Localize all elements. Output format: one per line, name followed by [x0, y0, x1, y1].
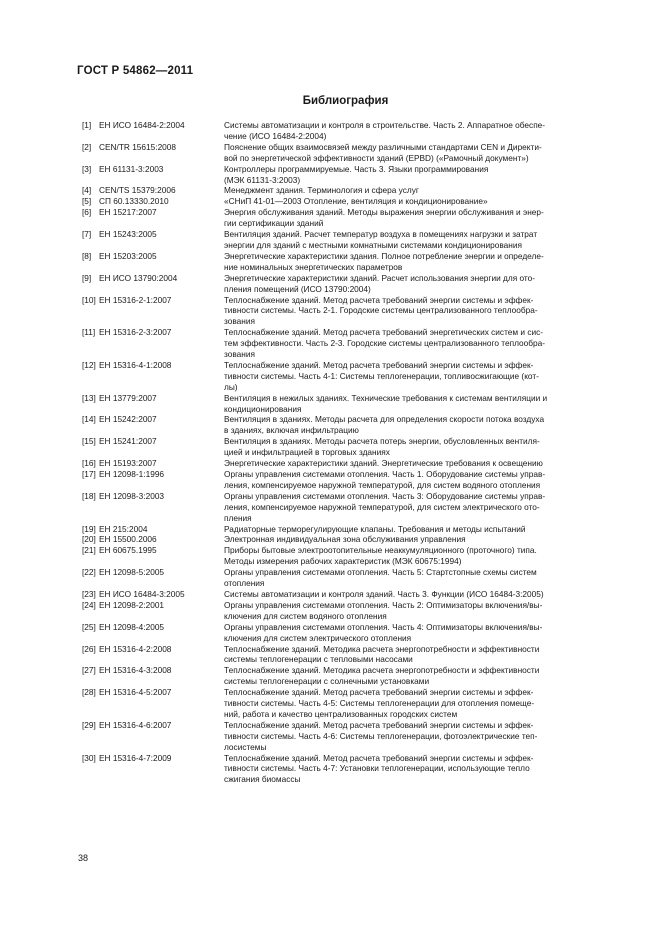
- entry-description-line: ключения для систем электрического отопления: [224, 632, 412, 643]
- entry-description-line: отопления: [224, 578, 265, 589]
- entry-number: [16]: [82, 458, 96, 469]
- bibliography-entry: [82, 491, 609, 524]
- entry-description-line: пления помещений (ИСО 13790:2004): [224, 283, 371, 294]
- bibliography-entry: [82, 622, 609, 644]
- entry-number: [8]: [82, 250, 92, 261]
- entry-description-line: Системы автоматизации и контроля в строительстве. Часть 2. Аппаратное обеспе-: [224, 120, 546, 130]
- entry-code: ЕН 15316-4-2:2008: [99, 643, 172, 654]
- entry-description: [224, 687, 609, 720]
- entry-code: ЕН 15203:2005: [99, 250, 157, 261]
- entry-description: [224, 327, 609, 360]
- entry-description-line: пления: [224, 512, 252, 523]
- entry-reference: [82, 644, 224, 655]
- entry-description-line: энергии для зданий с местными комнатными системами кондиционирования: [224, 239, 523, 250]
- bibliography-entry: [82, 164, 609, 186]
- entry-description-line: зования: [224, 316, 255, 327]
- entry-reference: [82, 142, 224, 153]
- entry-number: [10]: [82, 294, 96, 305]
- entry-description: [224, 600, 609, 622]
- entry-reference: [82, 665, 224, 676]
- entry-description: [224, 524, 609, 535]
- entry-description-line: Методы измерения рабочих характеристик (МЭК 60675:1994): [224, 556, 462, 567]
- entry-code: ЕН 15316-4-3:2008: [99, 665, 172, 676]
- entry-reference: [82, 534, 224, 545]
- entry-number: [14]: [82, 414, 96, 425]
- entry-description: [224, 567, 609, 589]
- entry-description-line: Теплоснабжение зданий. Метод расчета требований энергии системы и эффек-: [224, 687, 534, 698]
- entry-reference: [82, 600, 224, 611]
- bibliography-entry: [82, 393, 609, 415]
- entry-description-line: Вентиляция в нежилых зданиях. Технические требования к системам вентиляции и: [224, 392, 548, 403]
- entry-description: [224, 545, 609, 567]
- entry-description-line: Вентиляция в зданиях. Методы расчета потерь энергии, обусловленных вентиля-: [224, 436, 540, 447]
- entry-description-line: Теплоснабжение зданий. Методика расчета энергопотребности и эффективности: [224, 643, 540, 654]
- entry-description: [224, 753, 609, 786]
- entry-description-line: вой по энергетической эффективности зданий (EPBD) («Рамочный документ»): [224, 152, 529, 163]
- entry-code: ЕН ИСО 16484-3:2005: [99, 588, 185, 599]
- entry-number: [9]: [82, 272, 92, 283]
- entry-code: ЕН 15241:2007: [99, 436, 157, 447]
- entry-number: [6]: [82, 207, 92, 218]
- entry-reference: [82, 524, 224, 535]
- entry-code: ЕН 215:2004: [99, 523, 148, 534]
- entry-description-line: гии сертификации зданий: [224, 218, 324, 229]
- entry-description: [224, 436, 609, 458]
- entry-reference: [82, 229, 224, 240]
- entry-code: ЕН 15217:2007: [99, 207, 157, 218]
- entry-number: [11]: [82, 327, 96, 338]
- entry-code: ЕН 15243:2005: [99, 229, 157, 240]
- entry-description-line: Вентиляция зданий. Расчет температур воздуха в помещениях нагрузки и затрат: [224, 229, 538, 240]
- entry-code: ЕН 15316-4-6:2007: [99, 719, 172, 730]
- entry-reference: [82, 469, 224, 480]
- entry-code: ЕН 12098-5:2005: [99, 567, 165, 578]
- entry-number: [17]: [82, 469, 96, 479]
- entry-description: [224, 414, 609, 436]
- entry-number: [1]: [82, 120, 92, 130]
- entry-reference: [82, 185, 224, 196]
- entry-number: [3]: [82, 163, 92, 174]
- entry-code: ЕН 15316-2-1:2007: [99, 294, 172, 305]
- entry-number: [29]: [82, 719, 96, 730]
- entry-description-line: кондиционирования: [224, 403, 302, 414]
- entry-reference: [82, 687, 224, 698]
- bibliography-entry: [82, 600, 609, 622]
- entry-number: [22]: [82, 567, 96, 578]
- bibliography-entry: [82, 753, 609, 786]
- entry-description-line: Органы управления системами отопления. Часть 3: Оборудование системы управ-: [224, 490, 546, 501]
- entry-code: ЕН ИСО 16484-2:2004: [99, 120, 185, 130]
- entry-description-line: в зданиях, включая инфильтрацию: [224, 425, 359, 436]
- entry-description-line: Энергия обслуживания зданий. Методы выражения энергии обслуживания и энер-: [224, 207, 544, 218]
- bibliography-entry: [82, 436, 609, 458]
- entry-number: [21]: [82, 545, 96, 556]
- entry-code: ЕН 12098-4:2005: [99, 621, 165, 632]
- entry-description-line: тивности системы. Часть 4-6: Системы теплогенерации, фотоэлектрические теп-: [224, 730, 538, 741]
- entry-number: [12]: [82, 359, 96, 370]
- entry-reference: [82, 164, 224, 175]
- entry-code: ЕН 15316-2-3:2007: [99, 327, 172, 338]
- entry-description-line: зования: [224, 349, 255, 360]
- bibliography-entry: [82, 207, 609, 229]
- entry-reference: [82, 458, 224, 469]
- entry-number: [23]: [82, 588, 96, 599]
- entry-number: [5]: [82, 196, 92, 207]
- entry-description: [224, 142, 609, 164]
- entry-description: [224, 185, 609, 196]
- entry-code: CEN/TS 15379:2006: [99, 185, 176, 196]
- bibliography-entry: [82, 142, 609, 164]
- entry-description-line: Электронная индивидуальная зона обслуживания управления: [224, 534, 466, 545]
- entry-code: ЕН 12098-2:2001: [99, 599, 165, 610]
- entry-reference: [82, 491, 224, 502]
- entry-number: [27]: [82, 665, 96, 676]
- bibliography-entry: [82, 414, 609, 436]
- entry-code: ЕН 12098-1:1996: [99, 469, 165, 479]
- entry-description-line: Теплоснабжение зданий. Метод расчета требований энергии системы и эффек-: [224, 752, 534, 763]
- entry-description-line: системы теплогенерации с солнечными установками: [224, 676, 430, 687]
- entry-description: [224, 622, 609, 644]
- entry-description: [224, 589, 609, 600]
- entry-description-line: Теплоснабжение зданий. Метод расчета требований энергетических систем и сис-: [224, 327, 544, 338]
- entry-reference: [82, 436, 224, 447]
- entry-description: [224, 534, 609, 545]
- entry-number: [25]: [82, 621, 96, 632]
- entry-reference: [82, 207, 224, 218]
- entry-description-line: Приборы бытовые электроотопительные неаккумуляционного (проточного) типа.: [224, 545, 537, 556]
- entry-description-line: Энергетические характеристики здания. Полное потребление энергии и определе-: [224, 250, 544, 261]
- entry-description-line: Радиаторные терморегулирующие клапаны. Требования и методы испытаний: [224, 523, 526, 534]
- entry-code: CEN/TR 15615:2008: [99, 141, 177, 152]
- bibliography-entry: [82, 185, 609, 196]
- entry-code: ЕН 15316-4-7:2009: [99, 752, 172, 763]
- bibliography-title: Библиография: [302, 95, 389, 107]
- page-number: 38: [78, 853, 89, 863]
- entry-description-line: ления, компенсируемое наружной температурой, для систем водяного отопления: [224, 479, 541, 490]
- bibliography-entry: [82, 229, 609, 251]
- entry-description: [224, 491, 609, 524]
- entry-number: [19]: [82, 523, 96, 534]
- entry-description-line: тивности системы. Часть 4-7: Установки теплогенерации, использующие тепло: [224, 763, 530, 774]
- entry-code: ЕН ИСО 13790:2004: [99, 272, 178, 283]
- entry-description-line: Системы автоматизации и контроля зданий. Часть 3. Функции (ИСО 16484-3:2005): [224, 588, 544, 599]
- entry-description-line: тем эффективности. Часть 2-3. Городские системы централизованного теплообра-: [224, 338, 545, 349]
- bibliography-entry: [82, 273, 609, 295]
- entry-reference: [82, 120, 224, 131]
- entry-code: ЕН 61131-3:2003: [99, 163, 164, 174]
- entry-description: [224, 360, 609, 393]
- entry-code: ЕН 15500.2006: [99, 534, 157, 545]
- entry-description-line: Менеджмент здания. Терминология и сфера услуг: [224, 185, 419, 196]
- entry-description-line: ние номинальных энергетических параметров: [224, 261, 403, 272]
- entry-code: ЕН 15316-4-5:2007: [99, 687, 172, 698]
- bibliography-entry: [82, 534, 609, 545]
- entry-description-line: Контроллеры программируемые. Часть 3. Языки программирования: [224, 163, 489, 174]
- entry-description-line: системы теплогенерации с тепловыми насосами: [224, 654, 413, 665]
- entry-code: ЕН 60675.1995: [99, 545, 157, 556]
- entry-description-line: Энергетические характеристики зданий. Энергетические требования к освещению: [224, 458, 543, 469]
- entry-description-line: ключения для систем водяного отопления: [224, 610, 387, 621]
- entry-number: [15]: [82, 436, 96, 447]
- entry-reference: [82, 327, 224, 338]
- bibliography-entry: [82, 567, 609, 589]
- entry-description: [224, 665, 609, 687]
- entry-code: ЕН 12098-3:2003: [99, 490, 165, 501]
- entry-description-line: Органы управления системами отопления. Часть 5: Стартстопные схемы систем: [224, 567, 537, 578]
- bibliography-entry: [82, 458, 609, 469]
- entry-description-line: «СНиП 41-01—2003 Отопление, вентиляция и кондиционирование»: [224, 196, 488, 207]
- entry-reference: [82, 589, 224, 600]
- entry-description-line: сжигания биомассы: [224, 774, 301, 785]
- bibliography-entry: [82, 687, 609, 720]
- bibliography-entry: [82, 327, 609, 360]
- entry-reference: [82, 720, 224, 731]
- entry-number: [28]: [82, 687, 96, 698]
- bibliography-entry: [82, 295, 609, 328]
- entry-description: [224, 229, 609, 251]
- entry-reference: [82, 393, 224, 404]
- entry-description: [224, 644, 609, 666]
- entry-number: [7]: [82, 229, 92, 240]
- entry-reference: [82, 414, 224, 425]
- entry-description-line: Органы управления системами отопления. Часть 2: Оптимизаторы включения/вы-: [224, 599, 543, 610]
- entry-description-line: Вентиляция в зданиях. Методы расчета для определения скорости потока воздуха: [224, 414, 545, 425]
- entry-description-line: Органы управления системами отопления. Часть 4: Оптимизаторы включения/вы-: [224, 621, 543, 632]
- entry-description: [224, 273, 609, 295]
- entry-number: [13]: [82, 392, 96, 403]
- bibliography-list: [82, 120, 609, 785]
- entry-description: [224, 207, 609, 229]
- bibliography-entry: [82, 469, 609, 491]
- entry-code: СП 60.13330.2010: [99, 196, 169, 207]
- entry-reference: [82, 295, 224, 306]
- entry-reference: [82, 196, 224, 207]
- entry-number: [24]: [82, 599, 96, 610]
- entry-number: [18]: [82, 490, 96, 501]
- entry-reference: [82, 567, 224, 578]
- entry-description-line: Теплоснабжение зданий. Метод расчета требований энергии системы и эффек-: [224, 294, 534, 305]
- bibliography-entry: [82, 720, 609, 753]
- entry-description: [224, 196, 609, 207]
- entry-reference: [82, 360, 224, 371]
- bibliography-entry: [82, 360, 609, 393]
- entry-code: ЕН 15316-4-1:2008: [99, 359, 172, 370]
- entry-description-line: Пояснение общих взаимосвязей между различными стандартами CEN и Директи-: [224, 141, 542, 152]
- entry-number: [2]: [82, 141, 92, 152]
- entry-reference: [82, 545, 224, 556]
- entry-reference: [82, 622, 224, 633]
- entry-description: [224, 120, 609, 142]
- entry-number: [4]: [82, 185, 92, 196]
- entry-description-line: ний, работа и качество централизованных городских систем: [224, 708, 458, 719]
- bibliography-entry: [82, 120, 609, 142]
- entry-description: [224, 469, 609, 491]
- entry-reference: [82, 753, 224, 764]
- entry-description-line: лы): [224, 381, 238, 392]
- entry-description: [224, 720, 609, 753]
- entry-description: [224, 393, 609, 415]
- entry-description-line: Теплоснабжение зданий. Методика расчета энергопотребности и эффективности: [224, 665, 540, 676]
- bibliography-entry: [82, 644, 609, 666]
- bibliography-entry: [82, 196, 609, 207]
- entry-description-line: ления, компенсируемое наружной температурой, для систем электрического ото-: [224, 501, 540, 512]
- entry-description-line: Теплоснабжение зданий. Метод расчета требований энергии системы и эффек-: [224, 359, 534, 370]
- bibliography-entry: [82, 545, 609, 567]
- entry-description-line: лосистемы: [224, 741, 267, 752]
- entry-description: [224, 295, 609, 328]
- entry-description-line: Органы управления системами отопления. Часть 1. Оборудование системы управ-: [224, 469, 546, 479]
- entry-description-line: цией и инфильтрацией в торговых зданиях: [224, 447, 390, 458]
- entry-number: [20]: [82, 534, 96, 545]
- entry-code: ЕН 15193:2007: [99, 458, 157, 469]
- entry-description-line: тивности системы. Часть 2-1. Городские системы централизованного теплообра-: [224, 305, 538, 316]
- bibliography-entry: [82, 589, 609, 600]
- entry-reference: [82, 273, 224, 284]
- document-header: ГОСТ Р 54862—2011: [77, 65, 194, 77]
- entry-description: [224, 164, 609, 186]
- entry-code: ЕН 13779:2007: [99, 392, 157, 403]
- entry-number: [30]: [82, 752, 96, 763]
- entry-description: [224, 458, 609, 469]
- entry-description-line: (МЭК 61131-3:2003): [224, 174, 301, 185]
- bibliography-entry: [82, 251, 609, 273]
- entry-number: [26]: [82, 643, 96, 654]
- entry-code: ЕН 15242:2007: [99, 414, 157, 425]
- bibliography-entry: [82, 524, 609, 535]
- entry-description-line: тивности системы. Часть 4-1: Системы теплогенерации, топливосжигающие (кот-: [224, 370, 539, 381]
- entry-description-line: тивности системы. Часть 4-5: Системы теплогенерации для отопления помеще-: [224, 698, 535, 709]
- entry-description: [224, 251, 609, 273]
- entry-description-line: чение (ИСО 16484-2:2004): [224, 130, 327, 141]
- entry-description-line: Теплоснабжение зданий. Метод расчета требований энергии системы и эффек-: [224, 719, 534, 730]
- entry-description-line: Энергетические характеристики зданий. Расчет использования энергии для ото-: [224, 272, 536, 283]
- bibliography-entry: [82, 665, 609, 687]
- entry-reference: [82, 251, 224, 262]
